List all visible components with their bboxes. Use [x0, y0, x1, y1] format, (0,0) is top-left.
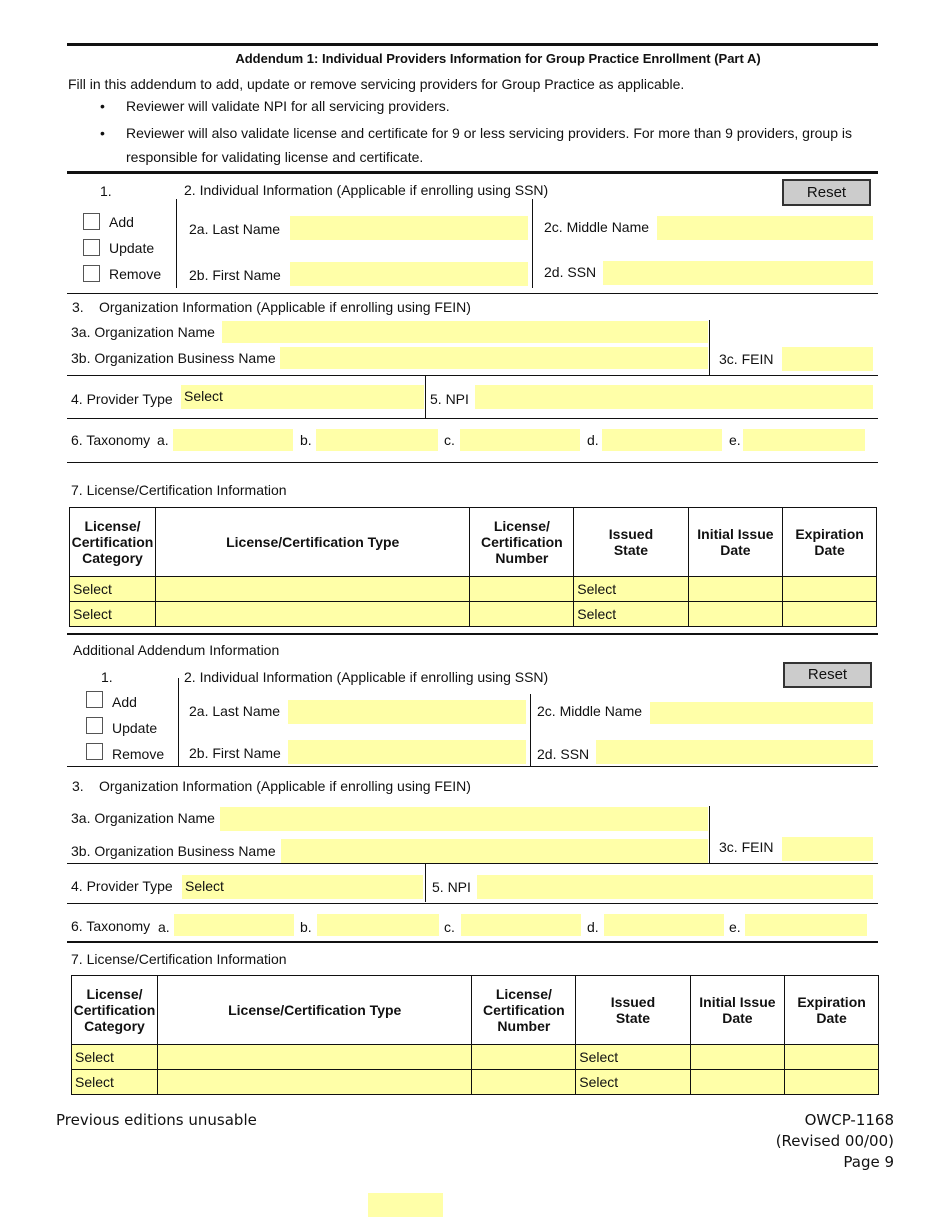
col-state: Issued State	[574, 508, 688, 577]
taxonomy-b-label: b.	[300, 432, 312, 448]
category-select[interactable]: Select	[72, 1045, 158, 1070]
org-name-label: 3a. Organization Name	[71, 324, 215, 340]
org-business-input[interactable]	[280, 347, 708, 369]
taxonomy-e-input[interactable]	[743, 429, 865, 451]
category-select[interactable]: Select	[70, 577, 156, 602]
add-label: Add	[109, 214, 134, 230]
middle-name-input[interactable]	[650, 702, 873, 724]
remove-label: Remove	[112, 746, 165, 762]
state-select[interactable]: Select	[574, 577, 688, 602]
col-type: License/Certification Type	[155, 508, 469, 577]
provider-type-label: 4. Provider Type	[71, 878, 173, 894]
section-3-number: 3.	[72, 778, 84, 794]
provider-type-select[interactable]: Select	[181, 385, 424, 409]
bullet-1: Reviewer will validate NPI for all servicing providers.	[126, 98, 450, 114]
section-2-label: 2. Individual Information (Applicable if enrolling using SSN)	[184, 669, 549, 685]
last-name-input[interactable]	[290, 216, 528, 240]
state-select[interactable]: Select	[576, 1070, 690, 1095]
taxonomy-c-input[interactable]	[461, 914, 581, 936]
first-name-label: 2b. First Name	[189, 267, 281, 283]
last-name-label: 2a. Last Name	[189, 703, 281, 719]
type-input[interactable]	[157, 1070, 471, 1095]
update-checkbox[interactable]	[83, 239, 100, 256]
taxonomy-d-input[interactable]	[604, 914, 724, 936]
expiration-input[interactable]	[785, 1070, 879, 1095]
table-row	[70, 577, 877, 602]
type-input[interactable]	[155, 602, 469, 627]
npi-label: 5. NPI	[432, 879, 471, 895]
ssn-label: 2d. SSN	[537, 746, 590, 762]
revision-date: (Revised 00/00)	[775, 1132, 894, 1150]
initial-date-input[interactable]	[690, 1045, 785, 1070]
fein-input[interactable]	[782, 837, 873, 861]
taxonomy-a-label: a.	[158, 919, 170, 935]
provider-type-select[interactable]: Select	[182, 875, 423, 899]
taxonomy-e-label: e.	[729, 432, 741, 448]
section-2-label: 2. Individual Information (Applicable if enrolling using SSN)	[184, 182, 549, 198]
ssn-label: 2d. SSN	[544, 264, 597, 280]
update-label: Update	[109, 240, 155, 256]
middle-name-label: 2c. Middle Name	[537, 703, 643, 719]
taxonomy-c-input[interactable]	[460, 429, 580, 451]
first-name-label: 2b. First Name	[189, 745, 281, 761]
number-input[interactable]	[470, 577, 574, 602]
table-row	[72, 1045, 879, 1070]
expiration-input[interactable]	[785, 1045, 879, 1070]
state-select[interactable]: Select	[574, 602, 688, 627]
taxonomy-a-input[interactable]	[174, 914, 294, 936]
bullet-2: Reviewer will also validate license and certificate for 9 or less servicing providers. For more than 9 providers, group is	[126, 125, 852, 141]
taxonomy-c-label: c.	[444, 432, 455, 448]
fein-label: 3c. FEIN	[719, 839, 774, 855]
npi-input[interactable]	[475, 385, 873, 409]
col-initial-date: Initial Issue Date	[690, 976, 785, 1045]
bullet-2-cont: responsible for validating license and certificate.	[126, 149, 424, 165]
update-checkbox[interactable]	[86, 717, 103, 734]
provider-type-label: 4. Provider Type	[71, 391, 173, 407]
taxonomy-b-input[interactable]	[316, 429, 438, 451]
org-name-input[interactable]	[222, 321, 708, 343]
reset-button[interactable]: Reset	[782, 179, 871, 206]
category-select[interactable]: Select	[72, 1070, 158, 1095]
taxonomy-e-label: e.	[729, 919, 741, 935]
update-label: Update	[112, 720, 158, 736]
taxonomy-d-label: d.	[587, 919, 599, 935]
state-select[interactable]: Select	[576, 1045, 690, 1070]
taxonomy-label: 6. Taxonomy	[71, 918, 151, 934]
taxonomy-b-label: b.	[300, 919, 312, 935]
col-type: License/Certification Type	[157, 976, 471, 1045]
taxonomy-e-input[interactable]	[745, 914, 867, 936]
footer-note: Previous editions unusable	[56, 1111, 257, 1129]
initial-date-input[interactable]	[688, 602, 783, 627]
fein-input[interactable]	[782, 347, 873, 371]
col-category: License/ Certification Category	[70, 508, 156, 577]
col-state: Issued State	[576, 976, 690, 1045]
org-name-label: 3a. Organization Name	[71, 810, 215, 826]
table-header-row	[70, 508, 877, 577]
table-row	[70, 602, 877, 627]
taxonomy-b-input[interactable]	[317, 914, 439, 936]
col-number: License/ Certification Number	[470, 508, 574, 577]
table-header-row	[72, 976, 879, 1045]
section-3-label: Organization Information (Applicable if enrolling using FEIN)	[99, 778, 471, 794]
page-title: Addendum 1: Individual Providers Information for Group Practice Enrollment (Part A)	[235, 51, 761, 66]
type-input[interactable]	[157, 1045, 471, 1070]
table-row	[72, 1070, 879, 1095]
taxonomy-d-input[interactable]	[602, 429, 722, 451]
remove-checkbox[interactable]	[83, 265, 100, 282]
taxonomy-d-label: d.	[587, 432, 599, 448]
section-7-label: 7. License/Certification Information	[71, 482, 287, 498]
form-number: OWCP-1168	[804, 1111, 894, 1129]
ssn-input[interactable]	[603, 261, 873, 285]
license-table	[69, 507, 877, 627]
section-3-label: Organization Information (Applicable if enrolling using FEIN)	[99, 299, 471, 315]
expiration-input[interactable]	[783, 577, 877, 602]
col-expiration: Expiration Date	[785, 976, 879, 1045]
first-name-input[interactable]	[290, 262, 528, 286]
col-number: License/ Certification Number	[472, 976, 576, 1045]
reset-button[interactable]: Reset	[783, 662, 872, 688]
last-name-label: 2a. Last Name	[189, 221, 281, 237]
type-input[interactable]	[155, 577, 469, 602]
first-name-input[interactable]	[288, 740, 526, 764]
license-table	[71, 975, 879, 1095]
section-3-number: 3.	[72, 299, 84, 315]
taxonomy-label: 6. Taxonomy	[71, 432, 151, 448]
initial-date-input[interactable]	[688, 577, 783, 602]
taxonomy-a-input[interactable]	[173, 429, 293, 451]
initial-date-input[interactable]	[690, 1070, 785, 1095]
ssn-input[interactable]	[596, 740, 873, 764]
add-label: Add	[112, 694, 137, 710]
last-name-input[interactable]	[288, 700, 526, 724]
remove-checkbox[interactable]	[86, 743, 103, 760]
col-expiration: Expiration Date	[783, 508, 877, 577]
bullet-dot: •	[100, 98, 105, 114]
remove-label: Remove	[109, 266, 162, 282]
middle-name-input[interactable]	[657, 216, 873, 240]
number-input[interactable]	[470, 602, 574, 627]
org-business-input[interactable]	[281, 839, 708, 863]
org-business-label: 3b. Organization Business Name	[71, 843, 276, 859]
bullet-dot: •	[100, 125, 105, 141]
org-business-label: 3b. Organization Business Name	[71, 350, 276, 366]
npi-input[interactable]	[477, 875, 873, 899]
page-number: Page 9	[843, 1153, 894, 1171]
expiration-input[interactable]	[783, 602, 877, 627]
col-category: License/ Certification Category	[72, 976, 158, 1045]
fein-label: 3c. FEIN	[719, 351, 774, 367]
taxonomy-c-label: c.	[444, 919, 455, 935]
col-initial-date: Initial Issue Date	[688, 508, 783, 577]
section-1-label: 1.	[100, 183, 112, 199]
intro-text: Fill in this addendum to add, update or remove servicing providers for Group Practice as applicable.	[68, 76, 685, 92]
org-name-input[interactable]	[220, 807, 708, 831]
taxonomy-a-label: a.	[157, 432, 169, 448]
bottom-field[interactable]	[368, 1193, 443, 1217]
number-input[interactable]	[472, 1070, 576, 1095]
number-input[interactable]	[472, 1045, 576, 1070]
section-1-label: 1.	[101, 669, 113, 685]
add-checkbox[interactable]	[86, 691, 103, 708]
additional-info-heading: Additional Addendum Information	[73, 642, 280, 658]
npi-label: 5. NPI	[430, 391, 469, 407]
add-checkbox[interactable]	[83, 213, 100, 230]
section-7-label: 7. License/Certification Information	[71, 951, 287, 967]
middle-name-label: 2c. Middle Name	[544, 219, 650, 235]
category-select[interactable]: Select	[70, 602, 156, 627]
